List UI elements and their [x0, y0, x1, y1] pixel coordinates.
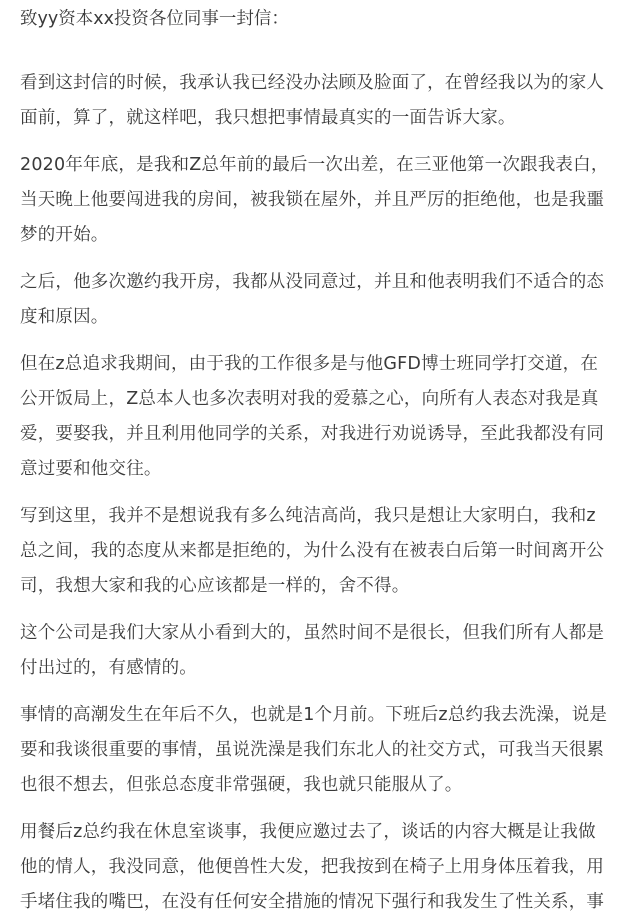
paragraph	[20, 347, 640, 487]
paragraph-line: 面前，算了，就这样吧，我只想把事情最真实的一面告诉大家。	[20, 108, 516, 128]
paragraph-line: 2020年年底，是我和Z总年前的最后一次出差，在三亚他第一次跟我表白，	[20, 155, 609, 175]
paragraph-line: 付出过的，有感情的。	[20, 658, 197, 678]
paragraph-line: 梦的开始。	[20, 225, 109, 245]
paragraph-line: 总之间，我的态度从来都是拒绝的，为什么没有在被表白后第一时间离开公	[20, 541, 605, 561]
paragraph	[20, 148, 640, 253]
paragraph	[20, 265, 640, 335]
paragraph-line: 用餐后z总约我在休息室谈事，我便应邀过去了，谈话的内容大概是让我做	[20, 822, 596, 842]
paragraph-line: 当天晚上他要闯进我的房间，被我锁在屋外，并且严厉的拒绝他，也是我噩	[20, 190, 605, 210]
paragraph	[20, 499, 640, 604]
paragraph-line: 公开饭局上，Z总本人也多次表明对我的爱慕之心，向所有人表态对我是真	[20, 389, 599, 409]
paragraph-line: 也很不想去，但张总态度非常强硬，我也就只能服从了。	[20, 775, 463, 795]
paragraph-line: 意过要和他交往。	[20, 459, 162, 479]
paragraph	[20, 66, 640, 136]
paragraph-line: 他的情人，我没同意，他便兽性大发，把我按到在椅子上用身体压着我，用	[20, 857, 605, 877]
paragraph-line: 司，我想大家和我的心应该都是一样的，舍不得。	[20, 576, 410, 596]
paragraph	[20, 616, 640, 686]
paragraph	[20, 698, 640, 803]
paragraph-line: 这个公司是我们大家从小看到大的，虽然时间不是很长，但我们所有人都是	[20, 623, 605, 643]
paragraph-line: 爱，要娶我，并且利用他同学的关系，对我进行劝说诱导，至此我都没有同	[20, 424, 605, 444]
letter-title: 致yy资本xx投资各位同事一封信：	[20, 9, 289, 29]
paragraph-line: 手堵住我的嘴巴，在没有任何安全措施的情况下强行和我发生了性关系，事	[20, 892, 605, 912]
paragraph-line: 但在z总追求我期间，由于我的工作很多是与他GFD博士班同学打交道，在	[20, 354, 599, 374]
paragraph-line: 度和原因。	[20, 307, 109, 327]
letter-body	[20, 66, 640, 920]
paragraph-line: 看到这封信的时候，我承认我已经没办法顾及脸面了，在曾经我以为的家人	[20, 73, 605, 93]
paragraph-line: 要和我谈很重要的事情，虽说洗澡是我们东北人的社交方式，可我当天很累	[20, 740, 605, 760]
paragraph-line: 写到这里，我并不是想说我有多么纯洁高尚，我只是想让大家明白，我和z	[20, 506, 596, 526]
paragraph-line: 事情的高潮发生在年后不久，也就是1个月前。下班后z总约我去洗澡，说是	[20, 705, 608, 725]
paragraph-line: 之后，他多次邀约我开房，我都从没同意过，并且和他表明我们不适合的态	[20, 272, 605, 292]
paragraph	[20, 815, 640, 920]
